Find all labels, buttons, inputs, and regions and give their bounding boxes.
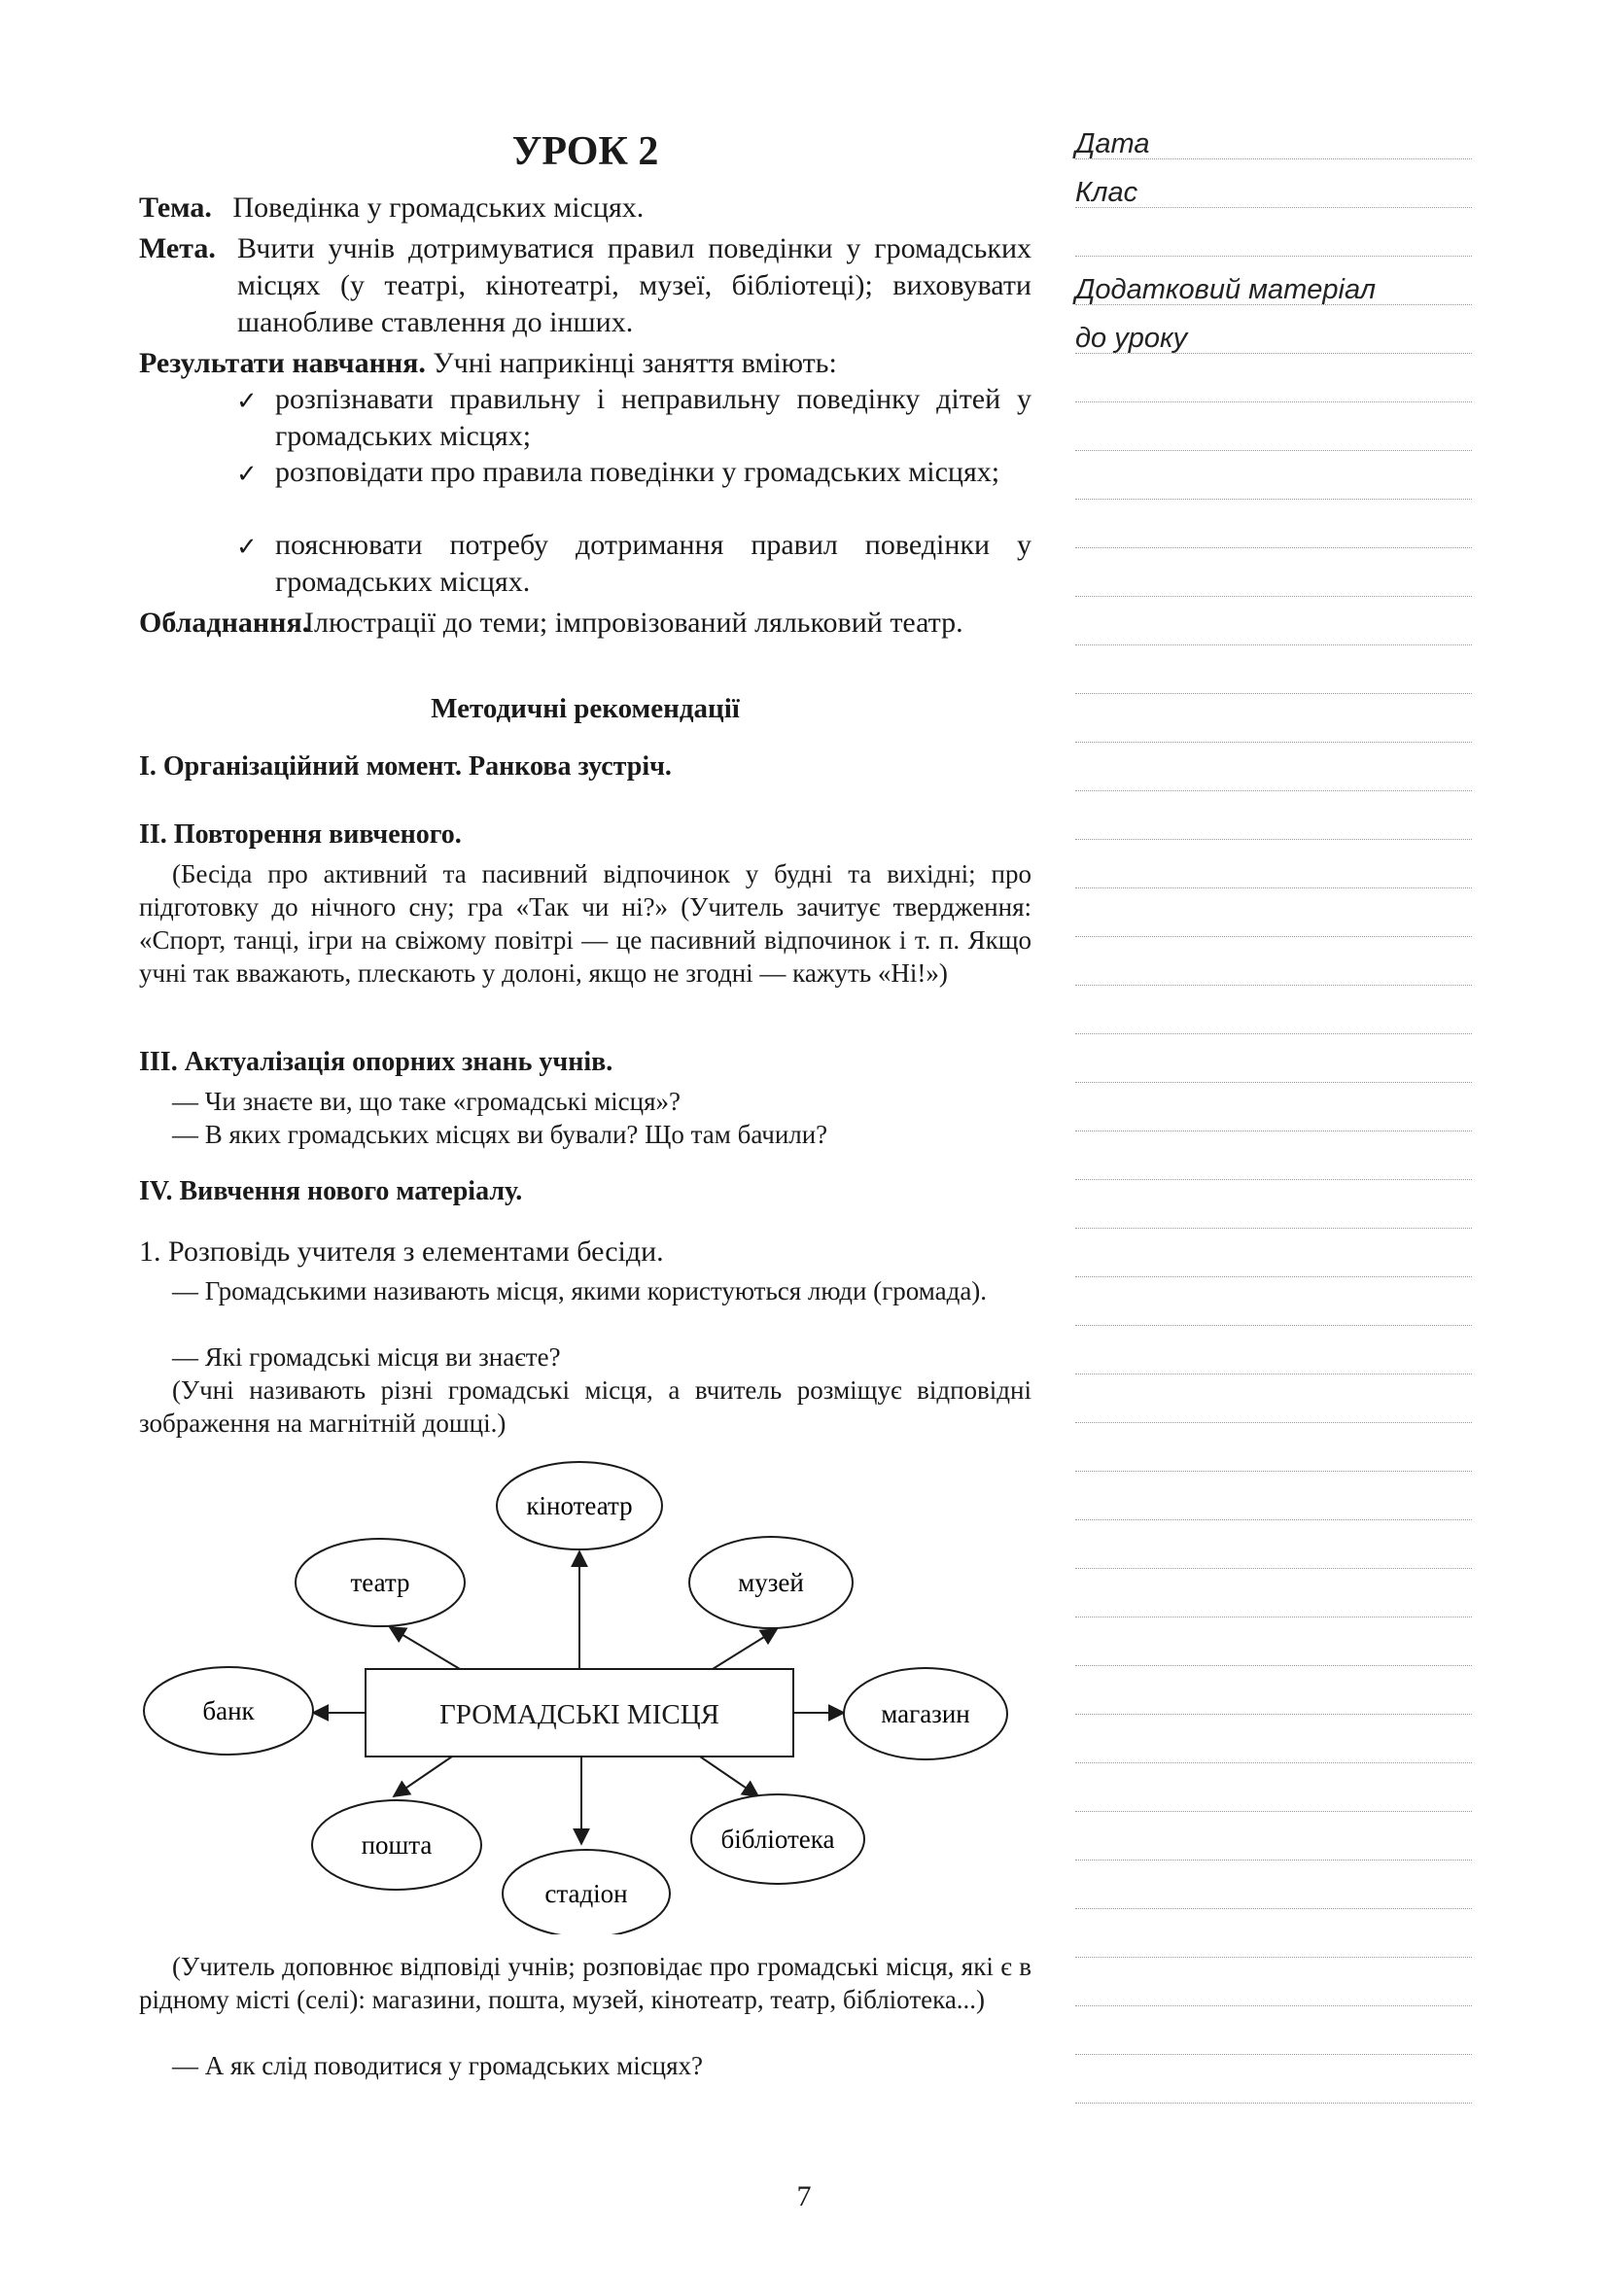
node-bank-label: банк bbox=[202, 1696, 255, 1725]
results-intro: Учні наприкінці заняття вміють: bbox=[433, 347, 837, 379]
arrow-library bbox=[700, 1757, 758, 1796]
note-line bbox=[1075, 596, 1472, 597]
node-museum-label: музей bbox=[738, 1568, 804, 1597]
note-line bbox=[1075, 1325, 1472, 1326]
note-line bbox=[1075, 1617, 1472, 1618]
node-cinema-label: кінотеатр bbox=[526, 1491, 633, 1520]
date-label: Дата bbox=[1075, 128, 1150, 159]
topic-row bbox=[139, 190, 1031, 226]
check-icon: ✓ bbox=[236, 533, 258, 562]
extra-material-label-2: до уроку bbox=[1075, 323, 1188, 354]
note-line bbox=[1075, 1860, 1472, 1861]
note-line bbox=[1075, 936, 1472, 937]
after-diagram-para-2: — А як слід поводитися у громадських місцях? bbox=[172, 2051, 704, 2080]
note-line bbox=[1075, 790, 1472, 791]
note-line bbox=[1075, 839, 1472, 840]
goal-row bbox=[139, 230, 1031, 341]
extra-material-label: Додатковий матеріал bbox=[1075, 274, 1377, 305]
result-text: розповідати про правила поведінки у громадських місцях; bbox=[275, 456, 1000, 488]
note-line bbox=[1075, 1568, 1472, 1569]
note-line bbox=[1075, 2103, 1472, 2104]
note-line bbox=[1075, 450, 1472, 451]
section-3-question-2: — В яких громадських місцях ви бували? Що там бачили? bbox=[172, 1120, 828, 1149]
note-line bbox=[1075, 1276, 1472, 1277]
node-post-label: пошта bbox=[361, 1830, 433, 1860]
note-line bbox=[1075, 2054, 1472, 2055]
section-4-para-2: — Які громадські місця ви знаєте? bbox=[172, 1342, 561, 1372]
equipment-text-span: Ілюстрації до теми; імпровізований ляльковий театр. bbox=[304, 607, 963, 639]
note-line bbox=[1075, 985, 1472, 986]
note-line bbox=[1075, 1811, 1472, 1812]
section-4-para-1: — Громадськими називають місця, якими користуються люди (громада). bbox=[172, 1276, 988, 1305]
results-row bbox=[139, 345, 1031, 382]
check-icon: ✓ bbox=[236, 387, 258, 416]
note-line bbox=[1075, 742, 1472, 743]
after-diagram-para-1: (Учитель доповнює відповіді учнів; розповідає про громадські місця, які є в рідному місті (селі): магазини, пошта, музей, кінотеатр, театр, бібліотека...) bbox=[139, 1952, 1031, 2014]
note-line bbox=[1075, 1519, 1472, 1520]
note-line bbox=[1075, 1957, 1472, 1958]
note-line bbox=[1075, 1908, 1472, 1909]
arrow-museum bbox=[713, 1629, 777, 1669]
goal-text: Вчити учнів дотримуватися правил поведінки у громадських місцях (у театрі, кінотеатрі, музеї, бібліотеці); виховувати шанобливе ставлення до інших. bbox=[237, 232, 1031, 338]
section-1-heading: I. Організаційний момент. Ранкова зустріч. bbox=[139, 751, 672, 782]
result-item bbox=[236, 381, 1031, 455]
note-line bbox=[1075, 1228, 1472, 1229]
note-line bbox=[1075, 1762, 1472, 1763]
note-line bbox=[1075, 1082, 1472, 1083]
note-line bbox=[1075, 1422, 1472, 1423]
note-line bbox=[1075, 693, 1472, 694]
public-places-diagram bbox=[139, 1448, 1031, 1934]
note-line bbox=[1075, 547, 1472, 548]
note-line bbox=[1075, 207, 1472, 208]
result-text: пояснювати потребу дотримання правил поведінки у громадських місцях. bbox=[275, 529, 1031, 598]
result-text: розпізнавати правильну і неправильну поведінку дітей у громадських місцях; bbox=[275, 383, 1031, 452]
note-line bbox=[1075, 2005, 1472, 2006]
section-4-heading: IV. Вивчення нового матеріалу. bbox=[139, 1176, 523, 1206]
equipment-text bbox=[237, 605, 1031, 642]
section-2-heading: II. Повторення вивченого. bbox=[139, 819, 462, 850]
section-4-item: 1. Розповідь учителя з елементами бесіди. bbox=[139, 1235, 664, 1268]
note-line bbox=[1075, 401, 1472, 402]
note-line bbox=[1075, 1714, 1472, 1715]
equipment-label: Обладнання. bbox=[139, 607, 310, 639]
diagram-center-label: ГРОМАДСЬКІ МІСЦЯ bbox=[438, 1699, 720, 1730]
note-line bbox=[1075, 1179, 1472, 1180]
check-icon: ✓ bbox=[236, 460, 258, 489]
goal-label: Мета. bbox=[139, 232, 216, 264]
class-label: Клас bbox=[1075, 177, 1138, 208]
results-label: Результати навчання. bbox=[139, 347, 426, 379]
note-line bbox=[1075, 1471, 1472, 1472]
note-line bbox=[1075, 499, 1472, 500]
result-item bbox=[236, 527, 1031, 601]
note-line bbox=[1075, 256, 1472, 257]
page-number: 7 bbox=[796, 2180, 812, 2212]
note-line bbox=[1075, 1665, 1472, 1666]
arrow-theatre bbox=[390, 1627, 460, 1669]
node-shop-label: магазин bbox=[881, 1699, 970, 1728]
note-line bbox=[1075, 887, 1472, 888]
topic-label: Тема. bbox=[139, 191, 212, 224]
note-line bbox=[1075, 1033, 1472, 1034]
section-3-question-1: — Чи знаєте ви, що таке «громадські місця»? bbox=[172, 1087, 682, 1116]
arrow-post bbox=[394, 1757, 452, 1796]
node-library-label: бібліотека bbox=[720, 1825, 835, 1854]
note-line bbox=[1075, 304, 1472, 305]
node-theatre-label: театр bbox=[350, 1568, 410, 1597]
note-line bbox=[1075, 644, 1472, 645]
section-2-text: (Бесіда про активний та пасивний відпочинок у будні та вихідні; про підготовку до нічного сну; гра «Так чи ні?» (Учитель зачитує твердження: «Спорт, танці, ігри на свіжому повітрі — це пасивний відпочинок і т. п. Якщо учні так вважають, плескають у долоні, якщо не згодні — кажуть «Ні!») bbox=[139, 859, 1031, 988]
result-item bbox=[236, 454, 1031, 491]
topic-text: Поведінка у громадських місцях. bbox=[232, 191, 645, 224]
section-3-heading: III. Актуалізація опорних знань учнів. bbox=[139, 1047, 613, 1077]
methods-title: Методичні рекомендації bbox=[431, 693, 740, 724]
note-line bbox=[1075, 158, 1472, 159]
node-stadium-label: стадіон bbox=[544, 1879, 628, 1908]
section-4-para-3: (Учні називають різні громадські місця, а вчитель розміщує відповідні зображення на магнітній дошці.) bbox=[139, 1375, 1031, 1438]
note-line bbox=[1075, 353, 1472, 354]
lesson-title: УРОК 2 bbox=[511, 129, 659, 174]
equipment-row bbox=[139, 605, 1031, 642]
